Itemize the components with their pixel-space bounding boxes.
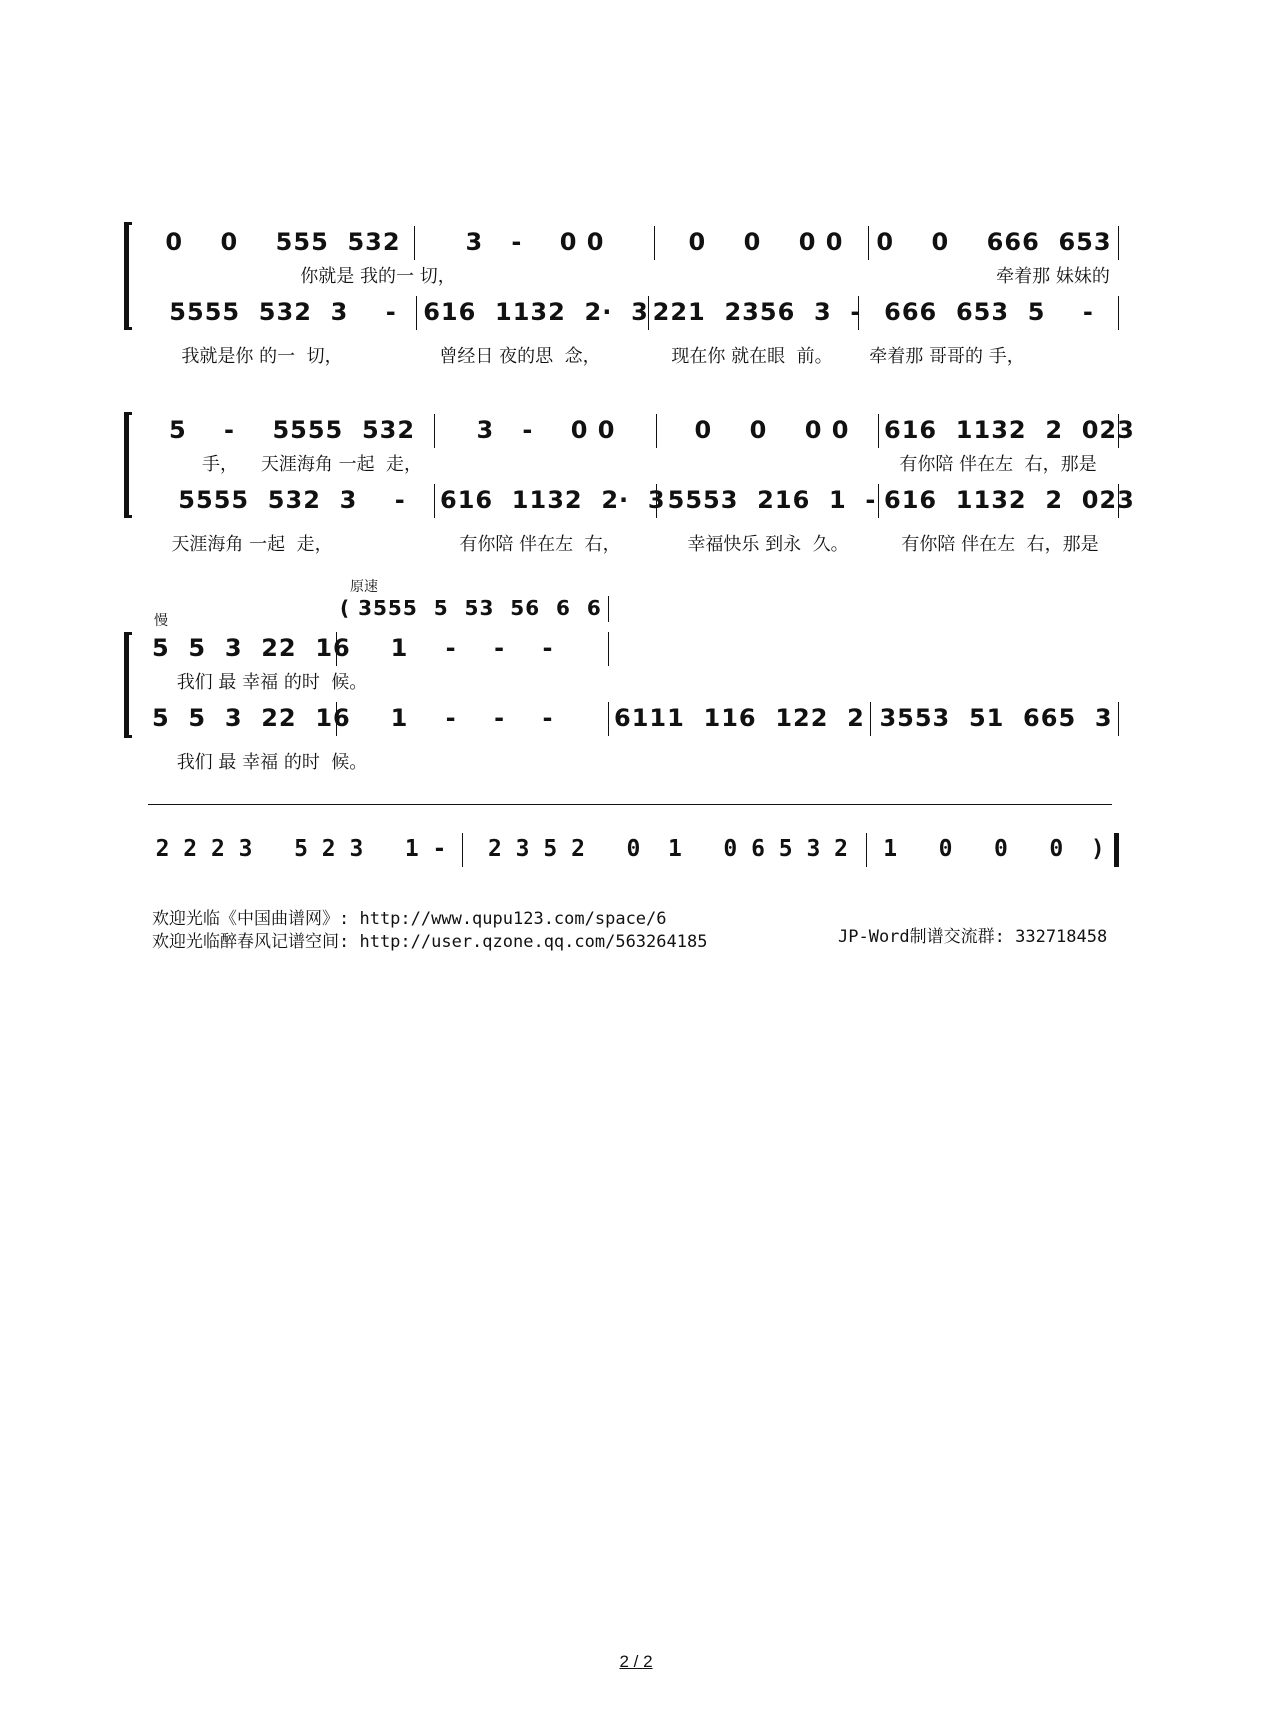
barline bbox=[1118, 484, 1119, 518]
lyrics bbox=[152, 340, 372, 370]
page-number-text: 2 / 2 bbox=[619, 1652, 653, 1671]
final-barline bbox=[1114, 833, 1119, 867]
barline bbox=[414, 226, 415, 260]
measure bbox=[152, 700, 351, 736]
measure-notes: 2 3 5 2 0 1 0 6 5 3 2 bbox=[487, 836, 849, 862]
tempo-slow: 慢 bbox=[154, 613, 168, 629]
system-brace bbox=[124, 412, 132, 518]
barline bbox=[878, 414, 879, 448]
measure bbox=[662, 482, 882, 518]
measure bbox=[440, 412, 652, 448]
barline bbox=[434, 484, 435, 518]
lyrics bbox=[152, 666, 392, 696]
lyrics bbox=[278, 260, 478, 290]
measure bbox=[342, 630, 602, 666]
lyric-text: 牵着那 哥哥的 手， bbox=[869, 346, 1025, 367]
lyrics bbox=[652, 340, 852, 370]
measure bbox=[470, 831, 866, 867]
measure-notes: 5555 532 3 - bbox=[169, 298, 397, 326]
lyric-text: 我们 最 幸福 的时 候。 bbox=[176, 752, 368, 773]
lower-staff bbox=[152, 294, 1122, 334]
system-brace bbox=[124, 222, 132, 330]
measure-notes: 1 - - - bbox=[390, 634, 554, 662]
measure bbox=[662, 412, 882, 448]
upper-staff bbox=[152, 412, 1135, 452]
measure-notes: 616 1132 2 023 bbox=[884, 416, 1135, 444]
lyric-text: 曾经日 夜的思 念， bbox=[439, 346, 601, 367]
footer-group-info: JP-Word制谱交流群: 332718458 bbox=[838, 927, 1108, 947]
lyric-text: 手， 天涯海角 一起 走， bbox=[201, 454, 423, 475]
measure-notes: 666 653 5 - bbox=[884, 298, 1094, 326]
lyric-text: 有你陪 伴在左 右， bbox=[459, 534, 621, 555]
barline bbox=[1118, 702, 1119, 736]
measure-notes: 3 - 0 0 bbox=[476, 416, 616, 444]
measure bbox=[152, 482, 432, 518]
measure bbox=[884, 482, 1135, 518]
measure-notes: 5 - 5555 532 bbox=[168, 416, 416, 444]
measure-notes: 5 5 3 22 16 bbox=[152, 704, 351, 732]
measure-notes: 0 0 555 532 bbox=[165, 228, 401, 256]
intro-notes bbox=[340, 596, 602, 620]
barline bbox=[878, 484, 879, 518]
measure-notes: 5555 532 3 - bbox=[178, 486, 406, 514]
measure-notes: 1 0 0 0 ) bbox=[883, 836, 1105, 862]
measure bbox=[152, 831, 450, 867]
lower-staff bbox=[152, 482, 1135, 522]
barline bbox=[1118, 226, 1119, 260]
barline bbox=[1118, 414, 1119, 448]
lyrics bbox=[152, 746, 392, 776]
measure-notes: 616 1132 2· 3 bbox=[423, 298, 649, 326]
measure-notes: 5 5 3 22 16 bbox=[152, 634, 351, 662]
measure bbox=[152, 294, 414, 330]
barline bbox=[462, 833, 463, 867]
measure-notes: 616 1132 2 023 bbox=[884, 486, 1135, 514]
lyrics bbox=[884, 528, 1116, 558]
lyric-text: 我就是你 的一 切， bbox=[181, 346, 343, 367]
measure-notes: 616 1132 2· 3 bbox=[440, 486, 666, 514]
lyric-text: 有你陪 伴在左 右，那是 bbox=[899, 454, 1097, 475]
measure-notes: 6111 116 122 2 bbox=[614, 704, 865, 732]
intro-text: ( 3555 5 53 56 6 6 bbox=[340, 596, 602, 620]
barline bbox=[648, 296, 649, 330]
lyrics bbox=[152, 528, 352, 558]
measure bbox=[864, 294, 1114, 330]
barline bbox=[416, 296, 417, 330]
lower-staff bbox=[152, 700, 1122, 740]
lyric-text: 你就是 我的一 切， bbox=[300, 266, 456, 287]
barline bbox=[858, 296, 859, 330]
lyrics bbox=[152, 448, 472, 478]
measure-notes: 3553 51 665 3 bbox=[879, 704, 1113, 732]
measure bbox=[652, 294, 862, 330]
lyric-text: 我们 最 幸福 的时 候。 bbox=[176, 672, 368, 693]
footer-line-1: 欢迎光临《中国曲谱网》: http://www.qupu123.com/space/6 bbox=[152, 909, 667, 929]
lyrics bbox=[862, 340, 1032, 370]
measure-notes: 221 2356 3 - bbox=[652, 298, 862, 326]
barline bbox=[1118, 296, 1119, 330]
measure bbox=[342, 700, 602, 736]
barline bbox=[336, 702, 337, 736]
coda-staff bbox=[152, 831, 1122, 871]
lyric-text: 牵着那 妹妹的 bbox=[996, 266, 1110, 287]
footer-links bbox=[152, 908, 707, 954]
lyric-text: 有你陪 伴在左 右，那是 bbox=[901, 534, 1099, 555]
section-divider bbox=[148, 804, 1112, 805]
lyrics bbox=[440, 528, 640, 558]
measure-notes: 5553 216 1 - bbox=[667, 486, 877, 514]
lyrics bbox=[420, 340, 620, 370]
barline bbox=[608, 596, 609, 622]
measure-notes: 0 0 666 653 bbox=[876, 228, 1112, 256]
measure bbox=[614, 700, 865, 736]
measure bbox=[660, 224, 872, 260]
lyrics bbox=[880, 448, 1116, 478]
measure bbox=[420, 224, 650, 260]
barline bbox=[656, 414, 657, 448]
measure bbox=[884, 412, 1135, 448]
lyric-text: 现在你 就在眼 前。 bbox=[671, 346, 833, 367]
barline bbox=[654, 226, 655, 260]
barline bbox=[608, 702, 609, 736]
page-number bbox=[586, 1652, 686, 1672]
measure-notes: 0 0 0 0 bbox=[694, 416, 850, 444]
upper-staff bbox=[152, 630, 1122, 670]
barline bbox=[866, 833, 867, 867]
barline bbox=[434, 414, 435, 448]
measure bbox=[152, 412, 432, 448]
tempo-original: 原速 bbox=[350, 579, 378, 595]
measure-notes: 3 - 0 0 bbox=[465, 228, 605, 256]
barline bbox=[608, 632, 609, 666]
lyric-text: 幸福快乐 到永 久。 bbox=[687, 534, 849, 555]
measure-notes: 2 2 2 3 5 2 3 1 - bbox=[155, 836, 447, 862]
measure bbox=[422, 294, 650, 330]
upper-staff bbox=[152, 224, 1122, 264]
lyrics bbox=[668, 528, 868, 558]
system-brace bbox=[124, 632, 132, 738]
measure bbox=[874, 224, 1114, 260]
barline bbox=[336, 632, 337, 666]
lyric-text: 天涯海角 一起 走， bbox=[171, 534, 333, 555]
measure-notes: 0 0 0 0 bbox=[688, 228, 844, 256]
barline bbox=[868, 226, 869, 260]
measure bbox=[876, 700, 1116, 736]
lyrics bbox=[978, 260, 1128, 290]
barline bbox=[656, 484, 657, 518]
barline bbox=[870, 702, 871, 736]
measure bbox=[440, 482, 666, 518]
footer-line-2: 欢迎光临醉春风记谱空间: http://user.qzone.qq.com/563264185 bbox=[152, 932, 708, 952]
measure bbox=[874, 831, 1114, 867]
measure bbox=[152, 630, 351, 666]
measure bbox=[152, 224, 414, 260]
measure-notes: 1 - - - bbox=[390, 704, 554, 732]
